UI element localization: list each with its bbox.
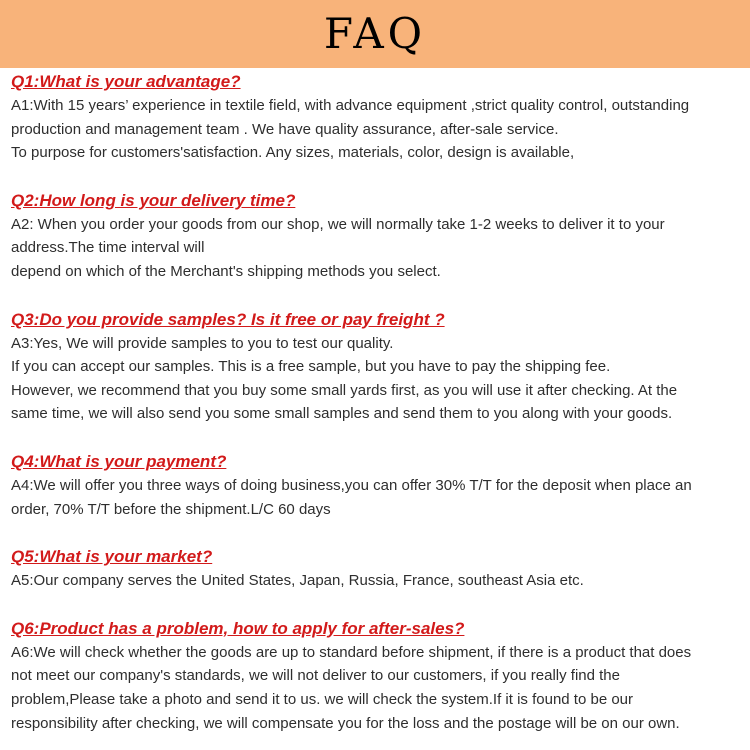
faq-question: Q5:What is your market? [11, 547, 213, 567]
faq-answer-line: problem,Please take a photo and send it to us. we will check the system.If it is found to be our [11, 690, 634, 708]
faq-question: Q2:How long is your delivery time? [11, 190, 296, 210]
faq-answer-line: A4:We will offer you three ways of doing business,you can offer 30% T/T for the deposit when place an [11, 476, 692, 494]
faq-item-q3 [11, 308, 741, 426]
faq-list [11, 70, 741, 735]
faq-spacer [11, 426, 741, 450]
faq-spacer [11, 521, 741, 545]
faq-spacer [11, 165, 741, 189]
faq-answer-line: A6:We will check whether the goods are up to standard before shipment, if there is a product that does [11, 643, 692, 661]
faq-header-banner [0, 0, 750, 68]
faq-question: Q3:Do you provide samples? Is it free or pay freight ? [11, 309, 445, 329]
faq-answer-line: However, we recommend that you buy some small yards first, as you will use it after checking. At the [11, 381, 678, 399]
faq-answer-line: same time, we will also send you some small samples and send them to you along with your goods. [11, 405, 673, 423]
faq-item-q5 [11, 545, 741, 593]
faq-question: Q4:What is your payment? [11, 451, 227, 471]
faq-answer-line: A5:Our company serves the United States, Japan, Russia, France, southeast Asia etc. [11, 572, 584, 590]
faq-spacer [11, 593, 741, 617]
faq-spacer [11, 284, 741, 308]
faq-question: Q6:Product has a problem, how to apply for after-sales? [11, 618, 465, 638]
faq-answer-line: A2: When you order your goods from our shop, we will normally take 1-2 weeks to deliver it to your [11, 215, 665, 233]
faq-item-q1 [11, 70, 741, 165]
faq-answer-line: If you can accept our samples. This is a free sample, but you have to pay the shipping fee. [11, 358, 611, 376]
faq-answer-line: A3:Yes, We will provide samples to you to test our quality. [11, 334, 394, 352]
faq-answer-line: A1:With 15 years’ experience in textile field, with advance equipment ,strict quality control, outstanding [11, 97, 690, 114]
faq-item-q2 [11, 189, 741, 284]
faq-answer-line: not meet our company's standards, we will not deliver to our customers, if you really find the [11, 667, 620, 685]
faq-answer-line: To purpose for customers'satisfaction. Any sizes, materials, color, design is available, [11, 144, 575, 162]
faq-answer-line: production and management team . We have quality assurance, after-sale service. [11, 120, 559, 138]
page-title: FAQ [323, 9, 427, 58]
faq-item-q4 [11, 450, 741, 521]
faq-question: Q1:What is your advantage? [11, 72, 241, 91]
faq-answer-line: responsibility after checking, we will compensate you for the loss and the postage will be on our own. [11, 714, 680, 732]
faq-answer-line: order, 70% T/T before the shipment.L/C 60 days [11, 500, 331, 518]
faq-item-q6 [11, 617, 741, 735]
faq-answer-line: address.The time interval will [11, 239, 205, 257]
faq-answer-line: depend on which of the Merchant's shipping methods you select. [11, 262, 441, 280]
